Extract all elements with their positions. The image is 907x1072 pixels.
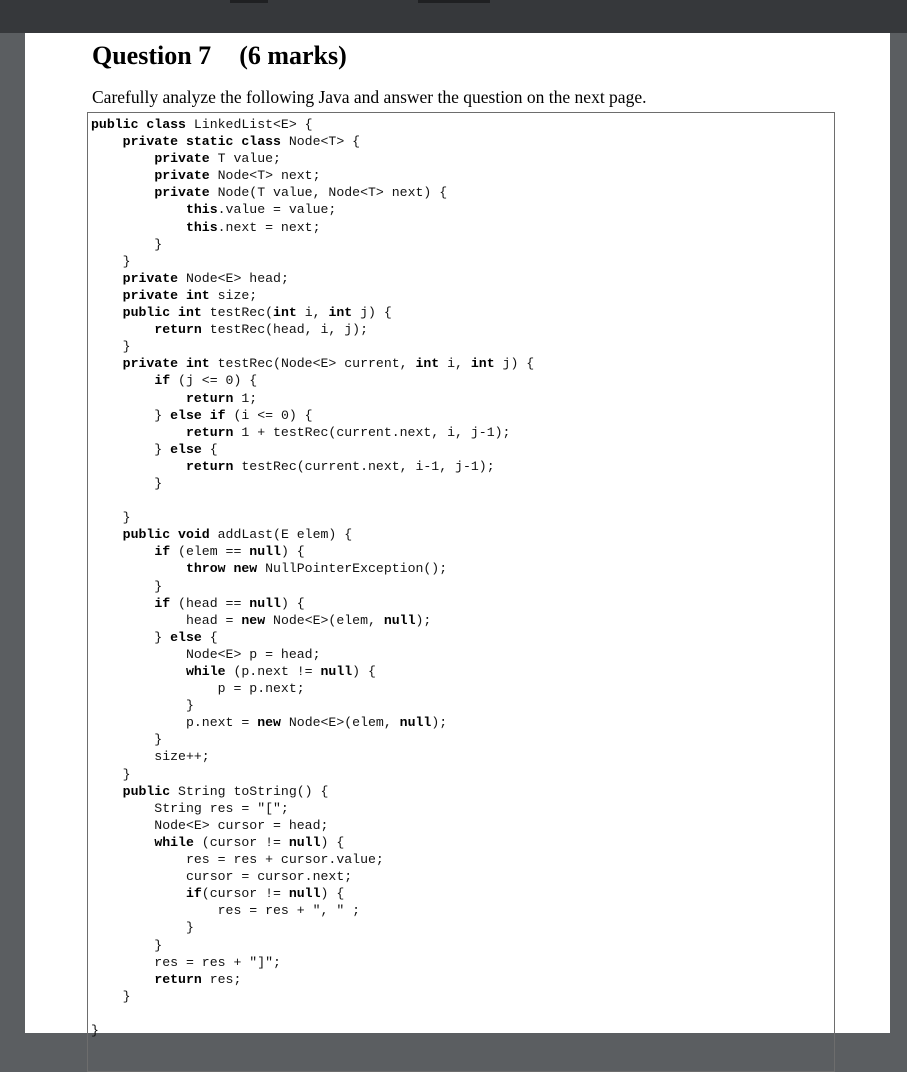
code-line: } [91, 253, 131, 269]
code-line: String res = "["; [91, 800, 289, 816]
code-listing [91, 116, 534, 1039]
code-line: } [91, 698, 194, 714]
code-line: private int testRec(Node<E> current, int i, int j) { [122, 356, 535, 372]
question-marks: (6 marks) [239, 41, 347, 70]
code-line: private Node<T> next; [154, 168, 321, 184]
viewer-toolbar [0, 0, 907, 33]
code-line: p = p.next; [91, 681, 305, 697]
code-line: public class LinkedList<E> { [91, 117, 313, 132]
document-page [25, 33, 890, 1038]
code-line: } [91, 988, 131, 1004]
code-line: throw new NullPointerException(); [185, 561, 448, 577]
code-line: } else if (i <= 0) { [91, 407, 313, 423]
code-line: } [91, 510, 131, 526]
code-line: public void addLast(E elem) { [122, 527, 353, 543]
code-line: res = res + "]"; [91, 954, 281, 970]
code-line: private Node(T value, Node<T> next) { [154, 185, 448, 201]
code-line: private static class Node<T> { [122, 134, 361, 150]
code-line: } [91, 236, 163, 252]
code-line: return 1; [185, 390, 258, 406]
code-line: private int size; [122, 287, 258, 303]
code-line: Node<E> p = head; [91, 646, 321, 662]
code-line: while (cursor != null) { [154, 834, 345, 850]
code-line: res = res + cursor.value; [91, 852, 384, 868]
code-line: } else { [91, 441, 218, 457]
code-line: private Node<E> head; [122, 270, 289, 286]
question-intro: Carefully analyze the following Java and answer the question on the next page. [92, 87, 647, 107]
question-heading [92, 41, 347, 71]
code-line: private T value; [154, 151, 281, 167]
code-line: this.next = next; [185, 219, 321, 235]
code-line: } [91, 920, 194, 936]
code-line: return testRec(head, i, j); [154, 322, 368, 338]
code-listing-box [87, 112, 835, 1072]
code-line: public int testRec(int i, int j) { [122, 305, 392, 321]
code-line: size++; [91, 749, 210, 765]
code-line: return testRec(current.next, i-1, j-1); [185, 458, 495, 474]
toolbar-tab-indicator [418, 0, 490, 3]
code-line: this.value = value; [185, 202, 337, 218]
code-line: } [91, 766, 131, 782]
code-line: } [91, 578, 163, 594]
toolbar-tab-indicator [230, 0, 268, 3]
code-line: if (head == null) { [154, 595, 305, 611]
code-line: Node<E> cursor = head; [91, 817, 329, 833]
code-line: } [91, 475, 163, 491]
question-title: Question 7 [92, 41, 212, 70]
code-line: return res; [154, 971, 242, 987]
code-line [91, 492, 534, 509]
code-line: if (j <= 0) { [154, 373, 258, 389]
code-line: } [91, 732, 163, 748]
code-line: res = res + ", " ; [91, 903, 361, 919]
code-line: if(cursor != null) { [185, 886, 345, 902]
code-line: public String toString() { [122, 783, 329, 799]
code-line: cursor = cursor.next; [91, 869, 353, 885]
code-line: } else { [91, 629, 218, 645]
code-line: } [91, 937, 163, 953]
code-line: } [91, 1022, 99, 1038]
code-line: if (elem == null) { [154, 544, 305, 560]
code-line: while (p.next != null) { [185, 664, 376, 679]
code-line: p.next = new Node<E>(elem, null); [91, 715, 448, 731]
code-line [91, 1005, 534, 1022]
code-line: } [91, 339, 131, 355]
code-line: return 1 + testRec(current.next, i, j-1); [185, 424, 511, 440]
code-line: head = new Node<E>(elem, null); [91, 612, 432, 628]
